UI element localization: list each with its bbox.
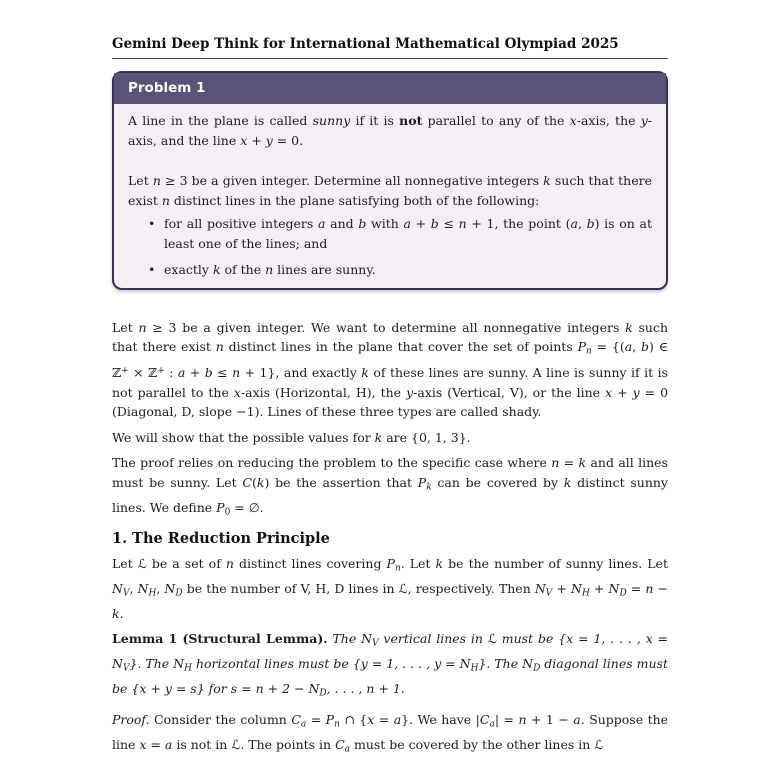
problem-box-title: Problem 1 xyxy=(128,80,206,96)
problem-box-body xyxy=(114,104,666,288)
claim-paragraph: We will show that the possible values for k are {0, 1, 3}. xyxy=(112,429,471,445)
document-header xyxy=(112,36,668,59)
condition-item-coverage: • for all positive integers a and b with a + b ≤ n + 1, the point (a, b) is on at least one of the lines; and xyxy=(164,214,652,253)
notation-paragraph: Let ℒ be a set of n distinct lines covering $P_n$. Let k be the number of sunny lines. Let $N_V$, $N_H$, $N_D$ be the number of V, H, D lines in ℒ, respectively. Then $N_V + N_H + N_D = n - k$. xyxy=(112,555,669,621)
document-title: Gemini Deep Think for International Mathematical Olympiad 2025 xyxy=(112,36,619,52)
lemma-1-paragraph: Lemma 1 (Structural Lemma). The $N_V$ vertical lines in ℒ must be {x = 1, . . . , $x = N_V$}. The $N_H$ horizontal lines must be {y = 1, . . . , $y = N_H$}. The $N_D$ diagonal lines must be {x + y = s} for $s = n + 2 - N_D$, . . . , n + 1. xyxy=(112,631,669,699)
problem-sunny-definition-paragraph: A line in the plane is called sunny if it is not parallel to any of the x-axis, the y-axis, and the line x + y = 0. xyxy=(128,113,653,148)
proof-paragraph: Proof. Consider the column $C_a = P_n$ ∩ {x = a}. We have $|C_a| = n + 1 - a$. Suppose the line x = a is not in ℒ. The points in $C_a$ must be covered by the other lines in ℒ xyxy=(112,712,669,755)
problem-conditions-list xyxy=(128,214,652,280)
condition-item-sunny-count: • exactly k of the n lines are sunny. xyxy=(164,260,652,280)
problem-question-paragraph: Let n ≥ 3 be a given integer. Determine all nonnegative integers k such that there exist n distinct lines in the plane satisfying both of the following: xyxy=(128,173,652,208)
document-content xyxy=(112,0,668,760)
section-heading-reduction-principle: 1. The Reduction Principle xyxy=(112,529,330,547)
setup-paragraph: Let n ≥ 3 be a given integer. We want to determine all nonnegative integers k such that there exist n distinct lines in the plane that cover the set of points $P_n = \{(a$, b) ∈ ℤ+ × ℤ+ : a + b ≤ n + 1}, and exactly k of these lines are sunny. A line is sunny if it is not parallel to the x-axis (Horizontal, H), the y-axis (Vertical, V), or the line x + y = 0 (Diagonal, D, slope −1). Lines of these three types are called shady. xyxy=(112,319,669,419)
strategy-paragraph: The proof relies on reducing the problem to the specific case where n = k and all lines must be sunny. Let C(k) be the assertion that $P_k$ can be covered by k distinct sunny lines. We define $P_0$ = ∅. xyxy=(112,455,668,517)
problem-box xyxy=(112,71,668,290)
problem-box-header xyxy=(114,73,666,104)
